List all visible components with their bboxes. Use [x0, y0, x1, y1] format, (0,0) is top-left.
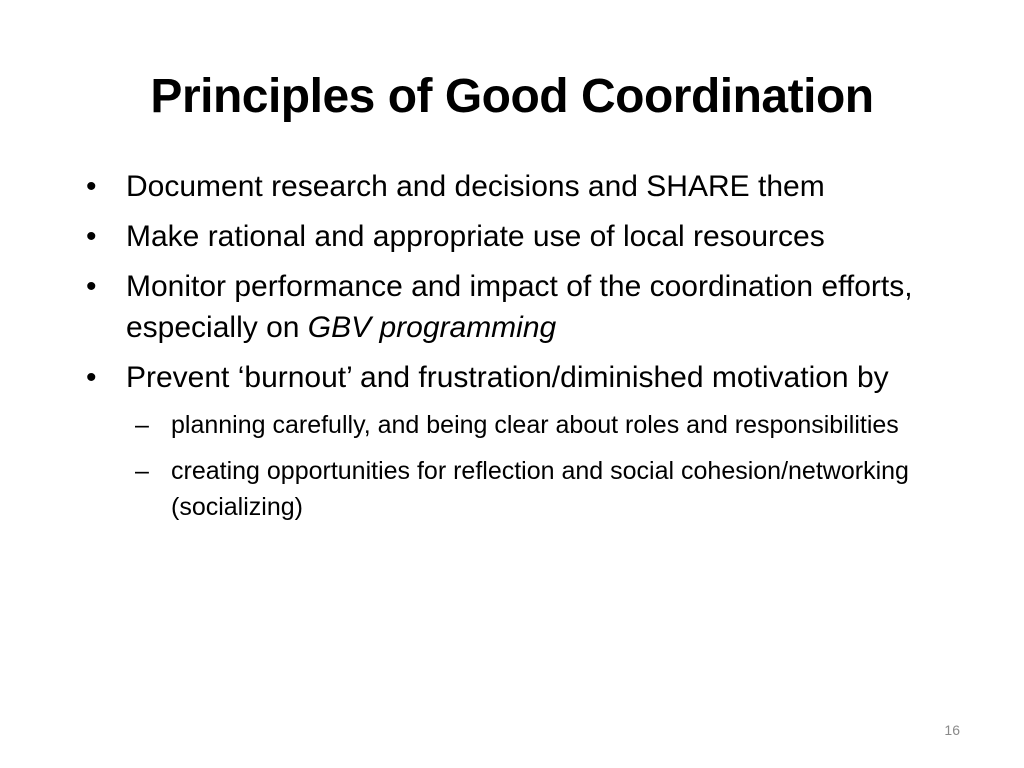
bullet-marker: •	[86, 170, 97, 203]
bullet-text: Document research and decisions and SHARE them	[126, 170, 825, 203]
bullet-text: Make rational and appropriate use of local resources	[126, 220, 825, 253]
sub-bullet-marker: –	[135, 411, 149, 439]
bullet-item	[86, 266, 946, 348]
bullet-text: Prevent ‘burnout’ and frustration/diminished motivation by	[126, 361, 889, 394]
bullet-item	[86, 166, 946, 207]
bullet-marker: •	[86, 361, 97, 394]
sub-bullet-text: creating opportunities for reflection and social cohesion/networking (socializing)	[171, 457, 909, 521]
bullet-text	[126, 266, 946, 348]
sub-bullet-item	[135, 407, 946, 443]
sub-bullet-marker: –	[135, 457, 149, 485]
bullet-text-regular: Monitor performance and impact of the coordination efforts, especially on	[126, 270, 913, 344]
bullet-item	[86, 216, 946, 257]
sub-bullet-text: planning carefully, and being clear about roles and responsibilities	[171, 411, 899, 439]
bullet-marker: •	[86, 270, 97, 303]
slide-body	[86, 166, 946, 535]
bullet-marker: •	[86, 220, 97, 253]
bullet-item	[86, 357, 946, 398]
bullet-text-italic: GBV programming	[307, 311, 557, 344]
slide-title: Principles of Good Coordination	[150, 70, 874, 123]
slide-number: 16	[944, 722, 960, 738]
sub-bullet-item	[135, 453, 946, 525]
